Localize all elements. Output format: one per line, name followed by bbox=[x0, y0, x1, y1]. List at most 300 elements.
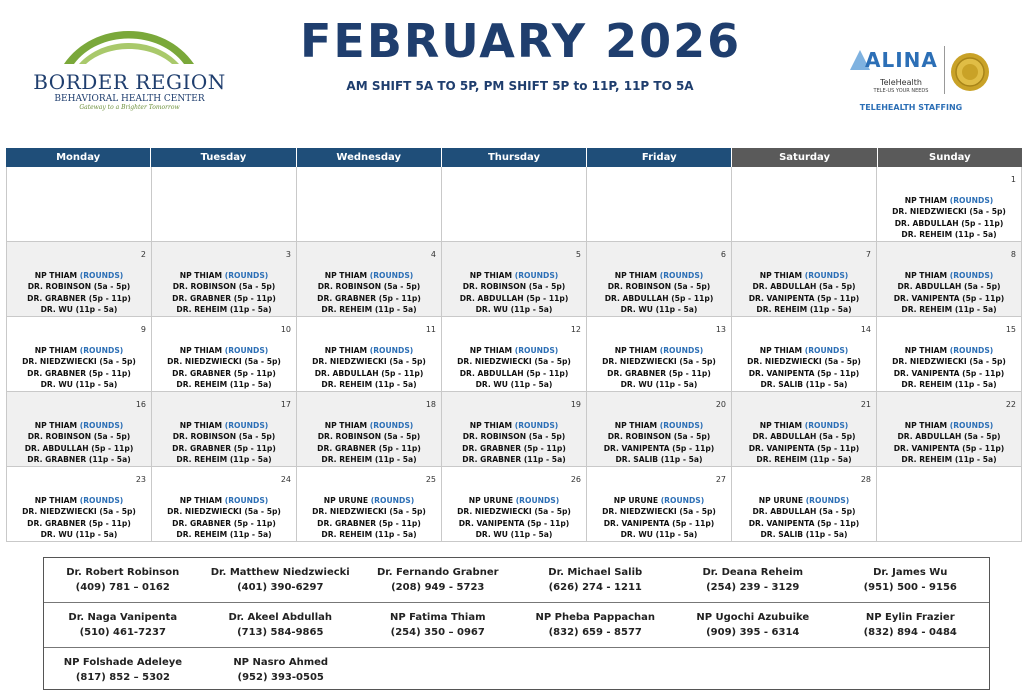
shift-assignments bbox=[877, 195, 1021, 241]
np-name: NP THIAM bbox=[614, 271, 658, 280]
np-rounds-line bbox=[7, 270, 151, 281]
day-number: 9 bbox=[140, 325, 146, 334]
contact-phone[interactable]: (510) 461-7237 bbox=[79, 627, 166, 638]
day-number: 24 bbox=[280, 475, 291, 484]
calendar-day-cell[interactable] bbox=[877, 392, 1022, 467]
shift-line: DR. ROBINSON (5a - 5p) bbox=[462, 432, 566, 442]
np-rounds-line bbox=[442, 345, 586, 356]
shift-line: DR. ABDULLAH (5a - 5p) bbox=[897, 282, 1001, 292]
np-name: NP THIAM bbox=[469, 271, 513, 280]
shift-assignments bbox=[152, 345, 296, 391]
shift-assignments bbox=[877, 270, 1021, 316]
calendar-day-cell[interactable] bbox=[297, 392, 442, 467]
shift-line: DR. REHEIM (11p - 5a) bbox=[176, 305, 272, 315]
shift-line: DR. SALIB (11p - 5a) bbox=[760, 380, 848, 390]
contact-phone[interactable]: (952) 393-0505 bbox=[237, 672, 324, 683]
day-number: 11 bbox=[425, 325, 436, 334]
rounds-tag: (ROUNDS) bbox=[370, 496, 415, 505]
shift-line: DR. ROBINSON (5a - 5p) bbox=[607, 432, 711, 442]
np-name: NP THIAM bbox=[324, 346, 368, 355]
day-number: 27 bbox=[715, 475, 726, 484]
calendar-day-cell[interactable] bbox=[297, 242, 442, 317]
day-number: 16 bbox=[135, 400, 146, 409]
contact-name: Dr. Matthew Niedzwiecki bbox=[210, 567, 350, 578]
np-name: NP THIAM bbox=[179, 496, 223, 505]
rounds-tag: (ROUNDS) bbox=[949, 421, 994, 430]
shift-line: DR. ROBINSON (5a - 5p) bbox=[317, 282, 421, 292]
shift-line: DR. GRABNER (5p - 11p) bbox=[317, 443, 421, 453]
np-rounds-line bbox=[587, 495, 731, 506]
day-number: 6 bbox=[720, 250, 726, 259]
shift-line: DR. WU (11p - 5a) bbox=[475, 530, 553, 540]
np-name: NP URUNE bbox=[758, 496, 804, 505]
shift-line: DR. ROBINSON (5a - 5p) bbox=[172, 432, 276, 442]
np-rounds-line bbox=[297, 495, 441, 506]
shift-line: DR. VANIPENTA (5p - 11p) bbox=[893, 293, 1005, 303]
calendar-weeks bbox=[6, 167, 1022, 542]
contact-name: NP Nasro Ahmed bbox=[233, 657, 329, 668]
calendar-day-cell[interactable] bbox=[152, 317, 297, 392]
calendar-empty-cell bbox=[297, 167, 442, 242]
shift-line: DR. ABDULLAH (5a - 5p) bbox=[752, 432, 856, 442]
shift-line: DR. ABDULLAH (5a - 5p) bbox=[752, 282, 856, 292]
np-rounds-line bbox=[587, 345, 731, 356]
contact-row bbox=[44, 648, 989, 692]
shift-assignments bbox=[732, 495, 876, 541]
shift-line: DR. GRABNER (5p - 11p) bbox=[172, 368, 276, 378]
shift-line: DR. VANIPENTA (5p - 11p) bbox=[893, 368, 1005, 378]
day-number: 22 bbox=[1005, 400, 1016, 409]
alina-logo-name: ALINA bbox=[865, 48, 938, 72]
contact-name: NP Fatima Thiam bbox=[389, 612, 486, 623]
shift-line: DR. GRABNER (5p - 11p) bbox=[27, 518, 131, 528]
telehealth-staffing-caption: TELEHEALTH STAFFING bbox=[859, 103, 963, 112]
day-number: 20 bbox=[715, 400, 726, 409]
contact-card bbox=[44, 558, 202, 602]
shift-line: DR. GRABNER (5p - 11p) bbox=[27, 368, 131, 378]
day-number: 2 bbox=[140, 250, 146, 259]
calendar-week-row bbox=[6, 242, 1022, 317]
shift-assignments bbox=[297, 345, 441, 391]
rounds-tag: (ROUNDS) bbox=[79, 271, 124, 280]
calendar-day-cell[interactable] bbox=[587, 317, 732, 392]
np-name: NP URUNE bbox=[613, 496, 659, 505]
contact-name: NP Ugochi Azubuike bbox=[696, 612, 810, 623]
shift-assignments bbox=[152, 420, 296, 466]
alina-logo-tagline: TELE-US YOUR NEEDS bbox=[873, 88, 929, 94]
day-number: 12 bbox=[570, 325, 581, 334]
shift-line: DR. GRABNER (5p - 11p) bbox=[317, 293, 421, 303]
shift-line: DR. REHEIM (11p - 5a) bbox=[756, 305, 852, 315]
rounds-tag: (ROUNDS) bbox=[659, 421, 704, 430]
calendar-day-cell[interactable] bbox=[442, 242, 587, 317]
contact-name: Dr. Deana Reheim bbox=[702, 567, 803, 578]
weekday-saturday: Saturday bbox=[732, 148, 877, 167]
shift-line: DR. VANIPENTA (5p - 11p) bbox=[748, 368, 860, 378]
shift-line: DR. REHEIM (11p - 5a) bbox=[321, 455, 417, 465]
shift-line: DR. REHEIM (11p - 5a) bbox=[176, 380, 272, 390]
shift-line: DR. GRABNER (5p - 11p) bbox=[172, 293, 276, 303]
contact-card bbox=[517, 603, 675, 647]
rounds-tag: (ROUNDS) bbox=[949, 196, 994, 205]
calendar-day-cell[interactable] bbox=[732, 317, 877, 392]
page-title: FEBRUARY 2026 bbox=[300, 14, 742, 68]
contact-phone[interactable]: (254) 350 – 0967 bbox=[390, 627, 485, 638]
np-name: NP URUNE bbox=[323, 496, 369, 505]
shift-assignments bbox=[587, 345, 731, 391]
shift-assignments bbox=[7, 270, 151, 316]
contact-phone[interactable]: (713) 584-9865 bbox=[237, 627, 324, 638]
contact-card bbox=[202, 648, 360, 692]
rounds-tag: (ROUNDS) bbox=[659, 346, 704, 355]
np-rounds-line bbox=[732, 270, 876, 281]
weekday-header bbox=[6, 148, 1022, 167]
day-number: 4 bbox=[430, 250, 436, 259]
shift-assignments bbox=[152, 495, 296, 541]
rounds-tag: (ROUNDS) bbox=[79, 496, 124, 505]
logo-tagline: Gateway to a Brighter Tomorrow bbox=[79, 104, 180, 111]
contact-card bbox=[44, 648, 202, 692]
np-rounds-line bbox=[297, 345, 441, 356]
np-rounds-line bbox=[152, 420, 296, 431]
contact-phone[interactable]: (401) 390-6297 bbox=[237, 582, 324, 593]
shift-line: DR. VANIPENTA (5p - 11p) bbox=[748, 518, 860, 528]
contact-phone[interactable]: (626) 274 - 1211 bbox=[548, 582, 642, 593]
shift-line: DR. WU (11p - 5a) bbox=[40, 380, 118, 390]
day-number: 26 bbox=[570, 475, 581, 484]
rounds-tag: (ROUNDS) bbox=[805, 496, 850, 505]
calendar-day-cell[interactable] bbox=[152, 392, 297, 467]
calendar-week-row bbox=[6, 392, 1022, 467]
np-rounds-line bbox=[732, 345, 876, 356]
calendar-day-cell[interactable] bbox=[732, 467, 877, 542]
calendar-day-cell[interactable] bbox=[587, 467, 732, 542]
contact-row bbox=[44, 603, 989, 648]
shift-assignments bbox=[297, 495, 441, 541]
np-name: NP THIAM bbox=[179, 271, 223, 280]
np-rounds-line bbox=[297, 270, 441, 281]
np-name: NP THIAM bbox=[324, 271, 368, 280]
np-rounds-line bbox=[877, 195, 1021, 206]
contact-phone[interactable]: (254) 239 - 3129 bbox=[706, 582, 800, 593]
shift-assignments bbox=[442, 270, 586, 316]
rounds-tag: (ROUNDS) bbox=[224, 346, 269, 355]
rounds-tag: (ROUNDS) bbox=[369, 421, 414, 430]
shift-line: DR. REHEIM (11p - 5a) bbox=[321, 305, 417, 315]
day-number: 28 bbox=[860, 475, 871, 484]
rounds-tag: (ROUNDS) bbox=[369, 346, 414, 355]
np-rounds-line bbox=[877, 270, 1021, 281]
calendar-day-cell[interactable] bbox=[6, 242, 152, 317]
shift-line: DR. ROBINSON (5a - 5p) bbox=[27, 282, 131, 292]
np-name: NP THIAM bbox=[904, 271, 948, 280]
contact-phone[interactable]: (409) 781 – 0162 bbox=[75, 582, 170, 593]
shift-line: DR. WU (11p - 5a) bbox=[40, 305, 118, 315]
shift-assignments bbox=[587, 495, 731, 541]
shift-line: DR. REHEIM (11p - 5a) bbox=[901, 380, 997, 390]
np-rounds-line bbox=[152, 495, 296, 506]
contact-card bbox=[359, 603, 517, 647]
shift-line: DR. ABDULLAH (5a - 5p) bbox=[752, 507, 856, 517]
shift-assignments bbox=[732, 345, 876, 391]
shift-assignments bbox=[442, 345, 586, 391]
np-name: NP THIAM bbox=[759, 421, 803, 430]
np-rounds-line bbox=[297, 420, 441, 431]
weekday-monday: Monday bbox=[6, 148, 151, 167]
contact-name: NP Pheba Pappachan bbox=[535, 612, 656, 623]
rounds-tag: (ROUNDS) bbox=[804, 346, 849, 355]
contact-name: Dr. Fernando Grabner bbox=[376, 567, 499, 578]
shift-line: DR. GRABNER (5p - 11p) bbox=[462, 443, 566, 453]
contact-name: Dr. Naga Vanipenta bbox=[68, 612, 178, 623]
shift-line: DR. WU (11p - 5a) bbox=[620, 530, 698, 540]
contact-phone[interactable]: (817) 852 – 5302 bbox=[75, 672, 170, 683]
contact-phone[interactable]: (951) 500 - 9156 bbox=[863, 582, 957, 593]
shift-assignments bbox=[297, 420, 441, 466]
shift-line: DR. ABDULLAH (5p - 11p) bbox=[459, 368, 569, 378]
shift-line: DR. VANIPENTA (5p - 11p) bbox=[748, 293, 860, 303]
contact-row bbox=[44, 558, 989, 603]
np-rounds-line bbox=[877, 345, 1021, 356]
shift-line: DR. ROBINSON (5a - 5p) bbox=[607, 282, 711, 292]
shift-assignments bbox=[732, 270, 876, 316]
np-name: NP THIAM bbox=[759, 346, 803, 355]
shift-line: DR. GRABNER (11p - 5a) bbox=[462, 455, 566, 465]
contact-phone[interactable]: (832) 659 - 8577 bbox=[548, 627, 642, 638]
shift-line: DR. GRABNER (5p - 11p) bbox=[172, 443, 276, 453]
np-name: NP THIAM bbox=[34, 271, 78, 280]
shift-line: DR. NIEDZWIECKI (5a - 5p) bbox=[602, 507, 716, 517]
contact-card bbox=[674, 558, 832, 602]
weekday-friday: Friday bbox=[587, 148, 732, 167]
shift-line: DR. NIEDZWIECKI (5a - 5p) bbox=[892, 357, 1006, 367]
weekday-wednesday: Wednesday bbox=[297, 148, 442, 167]
shift-line: DR. WU (11p - 5a) bbox=[40, 530, 118, 540]
shift-line: DR. REHEIM (11p - 5a) bbox=[901, 230, 997, 240]
shift-assignments bbox=[877, 420, 1021, 466]
calendar-day-cell[interactable] bbox=[442, 467, 587, 542]
calendar-day-cell[interactable] bbox=[732, 392, 877, 467]
contact-name: NP Folshade Adeleye bbox=[63, 657, 183, 668]
calendar-empty-cell bbox=[877, 467, 1022, 542]
shift-line: DR. NIEDZWIECKI (5a - 5p) bbox=[312, 507, 426, 517]
contact-phone[interactable]: (208) 949 - 5723 bbox=[391, 582, 485, 593]
shift-line: DR. WU (11p - 5a) bbox=[475, 380, 553, 390]
day-number: 25 bbox=[425, 475, 436, 484]
calendar-empty-cell bbox=[732, 167, 877, 242]
shift-assignments bbox=[442, 495, 586, 541]
np-name: NP THIAM bbox=[469, 421, 513, 430]
shift-subtitle: AM SHIFT 5A TO 5P, PM SHIFT 5P to 11P, 11P TO 5A bbox=[346, 79, 694, 93]
shift-assignments bbox=[7, 420, 151, 466]
calendar-empty-cell bbox=[587, 167, 732, 242]
alina-logo-telehealth: TeleHealth bbox=[880, 78, 922, 87]
shift-line: DR. NIEDZWIECKI (5a - 5p) bbox=[747, 357, 861, 367]
np-rounds-line bbox=[732, 420, 876, 431]
np-name: NP THIAM bbox=[904, 421, 948, 430]
shift-assignments bbox=[732, 420, 876, 466]
rounds-tag: (ROUNDS) bbox=[949, 346, 994, 355]
contact-directory bbox=[43, 557, 990, 690]
calendar-day-cell[interactable] bbox=[442, 317, 587, 392]
shift-line: DR. NIEDZWIECKI (5a - 5p) bbox=[167, 507, 281, 517]
shift-assignments bbox=[152, 270, 296, 316]
shift-line: DR. VANIPENTA (5p - 11p) bbox=[603, 518, 715, 528]
calendar-day-cell[interactable] bbox=[6, 317, 152, 392]
contact-name: NP Eylin Frazier bbox=[865, 612, 955, 623]
shift-line: DR. GRABNER (5p - 11p) bbox=[607, 368, 711, 378]
calendar-day-cell[interactable] bbox=[152, 242, 297, 317]
shift-line: DR. GRABNER (5p - 11p) bbox=[172, 518, 276, 528]
np-rounds-line bbox=[152, 270, 296, 281]
np-name: NP THIAM bbox=[614, 346, 658, 355]
shift-line: DR. VANIPENTA (5p - 11p) bbox=[458, 518, 570, 528]
shift-line: DR. GRABNER (5p - 11p) bbox=[27, 293, 131, 303]
contact-phone[interactable]: (909) 395 - 6314 bbox=[706, 627, 800, 638]
np-name: NP THIAM bbox=[759, 271, 803, 280]
day-number: 23 bbox=[135, 475, 146, 484]
shift-line: DR. NIEDZWIECKI (5a - 5p) bbox=[602, 357, 716, 367]
np-name: NP THIAM bbox=[34, 421, 78, 430]
shift-line: DR. ABDULLAH (5p - 11p) bbox=[459, 293, 569, 303]
day-number: 7 bbox=[865, 250, 871, 259]
weekday-sunday: Sunday bbox=[878, 148, 1022, 167]
calendar-empty-cell bbox=[152, 167, 297, 242]
calendar-week-row bbox=[6, 467, 1022, 542]
weekday-thursday: Thursday bbox=[442, 148, 587, 167]
rounds-tag: (ROUNDS) bbox=[79, 346, 124, 355]
np-rounds-line bbox=[7, 345, 151, 356]
np-rounds-line bbox=[442, 270, 586, 281]
shift-line: DR. REHEIM (11p - 5a) bbox=[176, 455, 272, 465]
np-rounds-line bbox=[152, 345, 296, 356]
calendar-empty-cell bbox=[442, 167, 587, 242]
rounds-tag: (ROUNDS) bbox=[514, 271, 559, 280]
shift-line: DR. ABDULLAH (5p - 11p) bbox=[894, 218, 1004, 228]
rounds-tag: (ROUNDS) bbox=[949, 271, 994, 280]
np-rounds-line bbox=[7, 495, 151, 506]
rounds-tag: (ROUNDS) bbox=[79, 421, 124, 430]
calendar-day-cell[interactable] bbox=[877, 167, 1022, 242]
shift-line: DR. VANIPENTA (5p - 11p) bbox=[603, 443, 715, 453]
contact-phone[interactable]: (832) 894 - 0484 bbox=[863, 627, 957, 638]
calendar-day-cell[interactable] bbox=[587, 242, 732, 317]
calendar-day-cell[interactable] bbox=[6, 467, 152, 542]
shift-line: DR. WU (11p - 5a) bbox=[620, 305, 698, 315]
shift-line: DR. REHEIM (11p - 5a) bbox=[321, 530, 417, 540]
rounds-tag: (ROUNDS) bbox=[659, 271, 704, 280]
contact-name: Dr. Akeel Abdullah bbox=[228, 612, 333, 623]
rounds-tag: (ROUNDS) bbox=[369, 271, 414, 280]
np-rounds-line bbox=[442, 420, 586, 431]
shift-line: DR. ROBINSON (5a - 5p) bbox=[172, 282, 276, 292]
shift-line: DR. NIEDZWIECKI (5a - 5p) bbox=[22, 357, 136, 367]
shift-line: DR. VANIPENTA (5p - 11p) bbox=[748, 443, 860, 453]
shift-assignments bbox=[442, 420, 586, 466]
gold-seal-icon bbox=[950, 52, 990, 92]
shift-line: DR. NIEDZWIECKI (5a - 5p) bbox=[312, 357, 426, 367]
np-rounds-line bbox=[7, 420, 151, 431]
rounds-tag: (ROUNDS) bbox=[514, 421, 559, 430]
logo-title: BORDER REGION bbox=[33, 70, 226, 94]
shift-line: DR. REHEIM (11p - 5a) bbox=[756, 455, 852, 465]
shift-line: DR. GRABNER (11p - 5a) bbox=[27, 455, 131, 465]
logo-subtitle: BEHAVIORAL HEALTH CENTER bbox=[54, 94, 205, 104]
shift-line: DR. NIEDZWIECKI (5a - 5p) bbox=[457, 357, 571, 367]
contact-card bbox=[202, 603, 360, 647]
np-rounds-line bbox=[587, 270, 731, 281]
calendar-day-cell[interactable] bbox=[152, 467, 297, 542]
day-number: 14 bbox=[860, 325, 871, 334]
calendar-day-cell[interactable] bbox=[6, 392, 152, 467]
np-name: NP THIAM bbox=[904, 346, 948, 355]
weekday-tuesday: Tuesday bbox=[151, 148, 296, 167]
contact-card bbox=[832, 603, 990, 647]
np-name: NP THIAM bbox=[34, 496, 78, 505]
shift-line: DR. SALIB (11p - 5a) bbox=[760, 530, 848, 540]
shift-line: DR. REHEIM (11p - 5a) bbox=[321, 380, 417, 390]
np-name: NP THIAM bbox=[179, 346, 223, 355]
calendar-day-cell[interactable] bbox=[442, 392, 587, 467]
day-number: 18 bbox=[425, 400, 436, 409]
logo-divider bbox=[944, 46, 945, 94]
day-number: 8 bbox=[1010, 250, 1016, 259]
shift-line: DR. ABDULLAH (5p - 11p) bbox=[604, 293, 714, 303]
np-name: NP THIAM bbox=[614, 421, 658, 430]
day-number: 3 bbox=[285, 250, 291, 259]
day-number: 21 bbox=[860, 400, 871, 409]
shift-line: DR. ROBINSON (5a - 5p) bbox=[27, 432, 131, 442]
shift-line: DR. NIEDZWIECKI (5a - 5p) bbox=[457, 507, 571, 517]
shift-assignments bbox=[587, 270, 731, 316]
shift-line: DR. SALIB (11p - 5a) bbox=[615, 455, 703, 465]
shift-assignments bbox=[7, 495, 151, 541]
rounds-tag: (ROUNDS) bbox=[804, 421, 849, 430]
contact-name: Dr. Robert Robinson bbox=[66, 567, 180, 578]
rounds-tag: (ROUNDS) bbox=[224, 496, 269, 505]
shift-assignments bbox=[297, 270, 441, 316]
shift-line: DR. ABDULLAH (5p - 11p) bbox=[24, 443, 134, 453]
contact-card bbox=[517, 558, 675, 602]
shift-line: DR. WU (11p - 5a) bbox=[620, 380, 698, 390]
calendar-day-cell[interactable] bbox=[732, 242, 877, 317]
np-rounds-line bbox=[587, 420, 731, 431]
rounds-tag: (ROUNDS) bbox=[515, 496, 560, 505]
rounds-tag: (ROUNDS) bbox=[224, 271, 269, 280]
np-rounds-line bbox=[877, 420, 1021, 431]
calendar-day-cell[interactable] bbox=[587, 392, 732, 467]
calendar-grid bbox=[6, 148, 1022, 542]
shift-assignments bbox=[877, 345, 1021, 391]
calendar-day-cell[interactable] bbox=[297, 317, 442, 392]
contact-card bbox=[674, 603, 832, 647]
shift-line: DR. ROBINSON (5a - 5p) bbox=[317, 432, 421, 442]
shift-assignments bbox=[7, 345, 151, 391]
day-number: 1 bbox=[1010, 175, 1016, 184]
shift-line: DR. WU (11p - 5a) bbox=[475, 305, 553, 315]
shift-line: DR. NIEDZWIECKI (5a - 5p) bbox=[892, 207, 1006, 217]
contact-name: Dr. James Wu bbox=[873, 567, 948, 578]
shift-line: DR. ABDULLAH (5p - 11p) bbox=[314, 368, 424, 378]
contact-name: Dr. Michael Salib bbox=[548, 567, 643, 578]
calendar-day-cell[interactable] bbox=[297, 467, 442, 542]
calendar-day-cell[interactable] bbox=[877, 242, 1022, 317]
contact-card bbox=[44, 603, 202, 647]
np-name: NP THIAM bbox=[179, 421, 223, 430]
day-number: 19 bbox=[570, 400, 581, 409]
calendar-day-cell[interactable] bbox=[877, 317, 1022, 392]
np-rounds-line bbox=[442, 495, 586, 506]
